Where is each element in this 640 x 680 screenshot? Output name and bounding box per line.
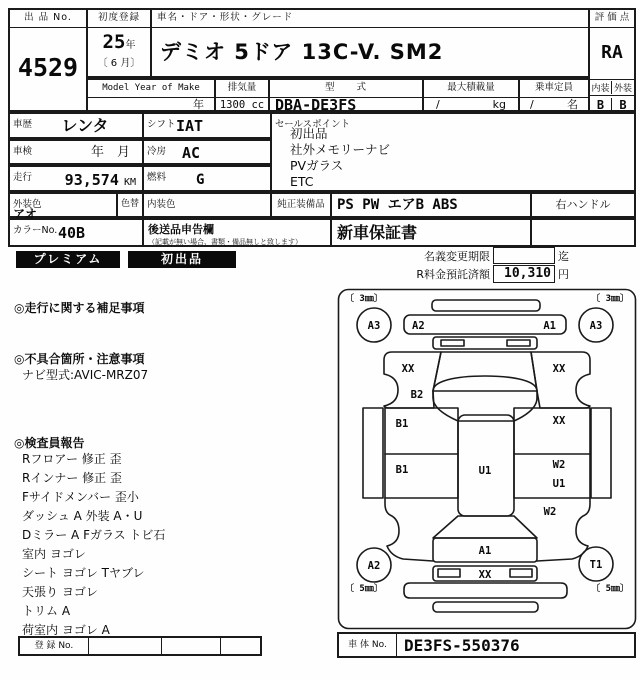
wheel-rr-label: T1 bbox=[589, 559, 603, 571]
first-registration-month: 〔 6 月〕 bbox=[97, 58, 141, 69]
car-name-cell bbox=[150, 8, 590, 78]
grade-label: 評 価 点 bbox=[590, 10, 634, 28]
door-rl-label: B1 bbox=[395, 464, 409, 476]
interior-color-label: 内装色 bbox=[147, 199, 176, 210]
car-damage-diagram bbox=[337, 288, 637, 630]
inspector-line: ダッシュ A 外装 A・U bbox=[22, 509, 143, 523]
first-registration-year: 25 bbox=[102, 31, 126, 53]
displacement-label: 排気量 bbox=[216, 80, 268, 98]
tread-label-bl: 〔 5㎜〕 bbox=[345, 584, 383, 594]
inspector-line: 荷室内 ヨゴレ A bbox=[22, 623, 110, 637]
lot-number-value: 4529 bbox=[17, 53, 79, 82]
transfer-row bbox=[337, 247, 569, 264]
model-year-cell bbox=[86, 78, 216, 112]
sales-point-item: 社外メモリーナビ bbox=[290, 142, 391, 157]
inspector-line: 室内 ヨゴレ bbox=[22, 547, 86, 561]
fuel-cell bbox=[142, 165, 272, 192]
transfer-deadline-box bbox=[493, 247, 555, 264]
inspector-line: 天張り ヨゴレ bbox=[22, 585, 98, 599]
shift-label: シフト bbox=[147, 119, 176, 130]
chassis-no-value: DE3FS-550376 bbox=[404, 636, 520, 655]
door-fl-label: B1 bbox=[395, 418, 409, 430]
exterior-color-cell bbox=[8, 192, 118, 221]
mileage-unit: KM bbox=[123, 177, 136, 188]
pillar-left-label: B2 bbox=[410, 389, 424, 401]
hood-right-label: A1 bbox=[543, 320, 556, 332]
mileage-notes-title: ◎走行に関する補足事項 bbox=[14, 301, 145, 315]
model-code-cell bbox=[268, 78, 424, 112]
exterior-color-value: アオ bbox=[13, 207, 37, 221]
registration-no-cell bbox=[88, 638, 161, 654]
sales-point-item: PVガラス bbox=[290, 158, 344, 173]
inspector-line: シート ヨゴレ Tヤブレ bbox=[22, 566, 145, 580]
wiper-right-shape bbox=[507, 340, 530, 346]
later-items-label: 後送品申告欄 bbox=[148, 223, 214, 236]
left-sill-shape bbox=[363, 408, 383, 498]
later-items-note: （記載が無い場合、書類・備品無しと致します） bbox=[148, 238, 302, 246]
grade-value: RA bbox=[590, 28, 634, 80]
warranty-value: 新車保証書 bbox=[337, 223, 418, 242]
equipment-cell bbox=[330, 192, 532, 218]
transfer-label: 名義変更期限 bbox=[424, 249, 490, 263]
rear-window-shape bbox=[433, 516, 537, 538]
chassis-no-table bbox=[337, 632, 636, 658]
model-code-value: DBA-DE3FS bbox=[275, 96, 357, 114]
shift-value: IAT bbox=[176, 117, 204, 135]
fuel-label: 燃料 bbox=[147, 172, 167, 183]
mileage-value: 93,574 bbox=[64, 171, 119, 189]
exterior-label: 外装 bbox=[613, 84, 632, 94]
fender-fl-label: XX bbox=[401, 363, 415, 375]
door-fr-label: XX bbox=[552, 415, 566, 427]
fuel-value: G bbox=[196, 172, 205, 188]
mileage-cell bbox=[8, 165, 144, 192]
color-no-value: 40B bbox=[58, 224, 86, 242]
first-registration-label: 初度登録 bbox=[88, 10, 150, 28]
max-load-slash: / bbox=[436, 98, 440, 111]
capacity-cell bbox=[518, 78, 590, 112]
later-items-cell bbox=[142, 218, 332, 247]
history-label: 車歴 bbox=[13, 119, 33, 130]
inspector-line: Rインナー 修正 歪 bbox=[22, 471, 122, 485]
color-no-label: カラーNo. bbox=[13, 225, 58, 236]
grade-cell bbox=[588, 8, 636, 112]
mileage-label: 走行 bbox=[13, 172, 33, 183]
tread-label-br: 〔 5㎜〕 bbox=[591, 584, 629, 594]
hood-shape bbox=[404, 315, 566, 334]
sales-point-cell bbox=[270, 112, 636, 192]
sales-point-label: セールスポイント bbox=[275, 119, 351, 130]
inspection-cell bbox=[8, 139, 144, 165]
capacity-slash: / bbox=[530, 98, 534, 111]
capacity-unit: 名 bbox=[567, 98, 578, 111]
sales-point-item: ETC bbox=[290, 174, 314, 189]
rear-lamp-right-shape bbox=[510, 569, 532, 577]
badge-premium: プレミアム bbox=[16, 251, 120, 268]
model-code-label: 型 式 bbox=[270, 80, 422, 98]
tread-label-tr: 〔 3㎜〕 bbox=[591, 294, 629, 304]
wheel-rl-label: A2 bbox=[367, 560, 381, 572]
roof-label: U1 bbox=[478, 465, 492, 477]
inspector-report-list bbox=[22, 450, 165, 640]
shift-cell bbox=[142, 112, 272, 139]
car-name-value: デミオ 5ドア 13C-V. SM2 bbox=[160, 40, 444, 64]
deposit-amount-box: 10,310 bbox=[493, 265, 555, 283]
deposit-label: R料金預託済額 bbox=[416, 268, 490, 281]
rear-left-quarter-shape bbox=[385, 498, 433, 561]
defect-line: ナビ型式:AVIC-MRZ07 bbox=[22, 368, 149, 382]
equipment-label: 純正装備品 bbox=[277, 199, 325, 210]
equipment-value: PS PW エアB ABS bbox=[337, 197, 458, 213]
ac-value: AC bbox=[182, 144, 201, 162]
front-right-fender-shape bbox=[531, 352, 590, 408]
inspector-line: Rフロアー 修正 歪 bbox=[22, 452, 122, 466]
rear-lower-bar-shape bbox=[433, 602, 538, 612]
cowl-shape bbox=[433, 337, 537, 349]
color-change-label: 色替 bbox=[120, 199, 139, 209]
wheel-fr-label: A3 bbox=[589, 320, 603, 332]
wheel-fl-label: A3 bbox=[367, 320, 381, 332]
inspector-line: Fサイドメンバー 歪小 bbox=[22, 490, 139, 504]
front-bumper-shape bbox=[432, 300, 540, 311]
ac-cell bbox=[142, 139, 272, 165]
tread-label-tl: 〔 3㎜〕 bbox=[345, 294, 383, 304]
badge-first-listing: 初出品 bbox=[128, 251, 236, 268]
deposit-unit: 円 bbox=[558, 268, 569, 281]
rear-panel-label: A1 bbox=[478, 545, 492, 557]
windshield-shape bbox=[433, 352, 537, 391]
first-registration-cell bbox=[86, 8, 152, 78]
displacement-cell bbox=[214, 78, 270, 112]
defects-title: ◎不具合箇所・注意事項 bbox=[14, 352, 145, 366]
equipment-label-cell bbox=[270, 192, 332, 218]
lot-number-label: 出 品 No. bbox=[10, 10, 86, 28]
warranty-right-empty-cell bbox=[530, 218, 636, 247]
lot-number-cell bbox=[8, 8, 88, 112]
sales-point-item: 初出品 bbox=[290, 126, 328, 141]
rear-lamp-left-shape bbox=[438, 569, 460, 577]
max-load-unit: kg bbox=[492, 98, 506, 111]
exterior-color-label: 外装色 bbox=[13, 199, 42, 210]
chassis-no-label: 車 体 No. bbox=[339, 634, 397, 656]
deposit-row bbox=[337, 265, 569, 283]
hood-left-label: A2 bbox=[412, 320, 425, 332]
handle-cell bbox=[530, 192, 636, 218]
interior-color-cell bbox=[142, 192, 272, 218]
max-load-label: 最大積載量 bbox=[424, 80, 518, 98]
registration-no-label: 登 録 No. bbox=[34, 641, 74, 651]
history-value: レンタ bbox=[61, 116, 109, 135]
transfer-suffix: 迄 bbox=[558, 249, 569, 263]
right-sill-shape bbox=[591, 408, 611, 498]
door-rr-label: W2 bbox=[552, 459, 566, 471]
displacement-value: 1300 cc bbox=[219, 99, 265, 111]
interior-grade: B bbox=[590, 98, 612, 112]
car-name-label: 車名・ドア・形状・グレード bbox=[152, 10, 588, 28]
fender-fr-label: XX bbox=[552, 363, 566, 375]
rear-strip-label: XX bbox=[478, 569, 492, 581]
ac-label: 冷房 bbox=[147, 146, 167, 157]
history-cell bbox=[8, 112, 144, 139]
wiper-left-shape bbox=[441, 340, 464, 346]
inspector-line: Dミラー A Fガラス トビ石 bbox=[22, 528, 166, 542]
max-load-cell bbox=[422, 78, 520, 112]
capacity-label: 乗車定員 bbox=[520, 80, 588, 98]
rear-bumper-shape bbox=[404, 583, 567, 598]
color-change-cell bbox=[116, 192, 144, 218]
quarter-right-label: W2 bbox=[543, 506, 557, 518]
first-registration-year-unit: 年 bbox=[125, 40, 136, 51]
registration-no-cell bbox=[161, 638, 220, 654]
model-year-label: Model Year of Make bbox=[88, 80, 214, 98]
registration-no-table bbox=[18, 636, 262, 656]
interior-label: 内装 bbox=[590, 81, 612, 94]
inspection-value: 年 月 bbox=[90, 145, 130, 160]
door-rr2-label: U1 bbox=[552, 478, 566, 490]
inspector-line: トリム A bbox=[22, 604, 71, 618]
handle-value: 右ハンドル bbox=[555, 198, 611, 211]
inspection-label: 車検 bbox=[13, 146, 33, 157]
exterior-grade: B bbox=[619, 97, 627, 112]
warranty-cell bbox=[330, 218, 532, 247]
inspector-title: ◎検査員報告 bbox=[14, 436, 85, 450]
registration-no-cell bbox=[220, 638, 260, 654]
color-no-cell bbox=[8, 218, 144, 247]
model-year-value: 年 bbox=[193, 98, 204, 111]
